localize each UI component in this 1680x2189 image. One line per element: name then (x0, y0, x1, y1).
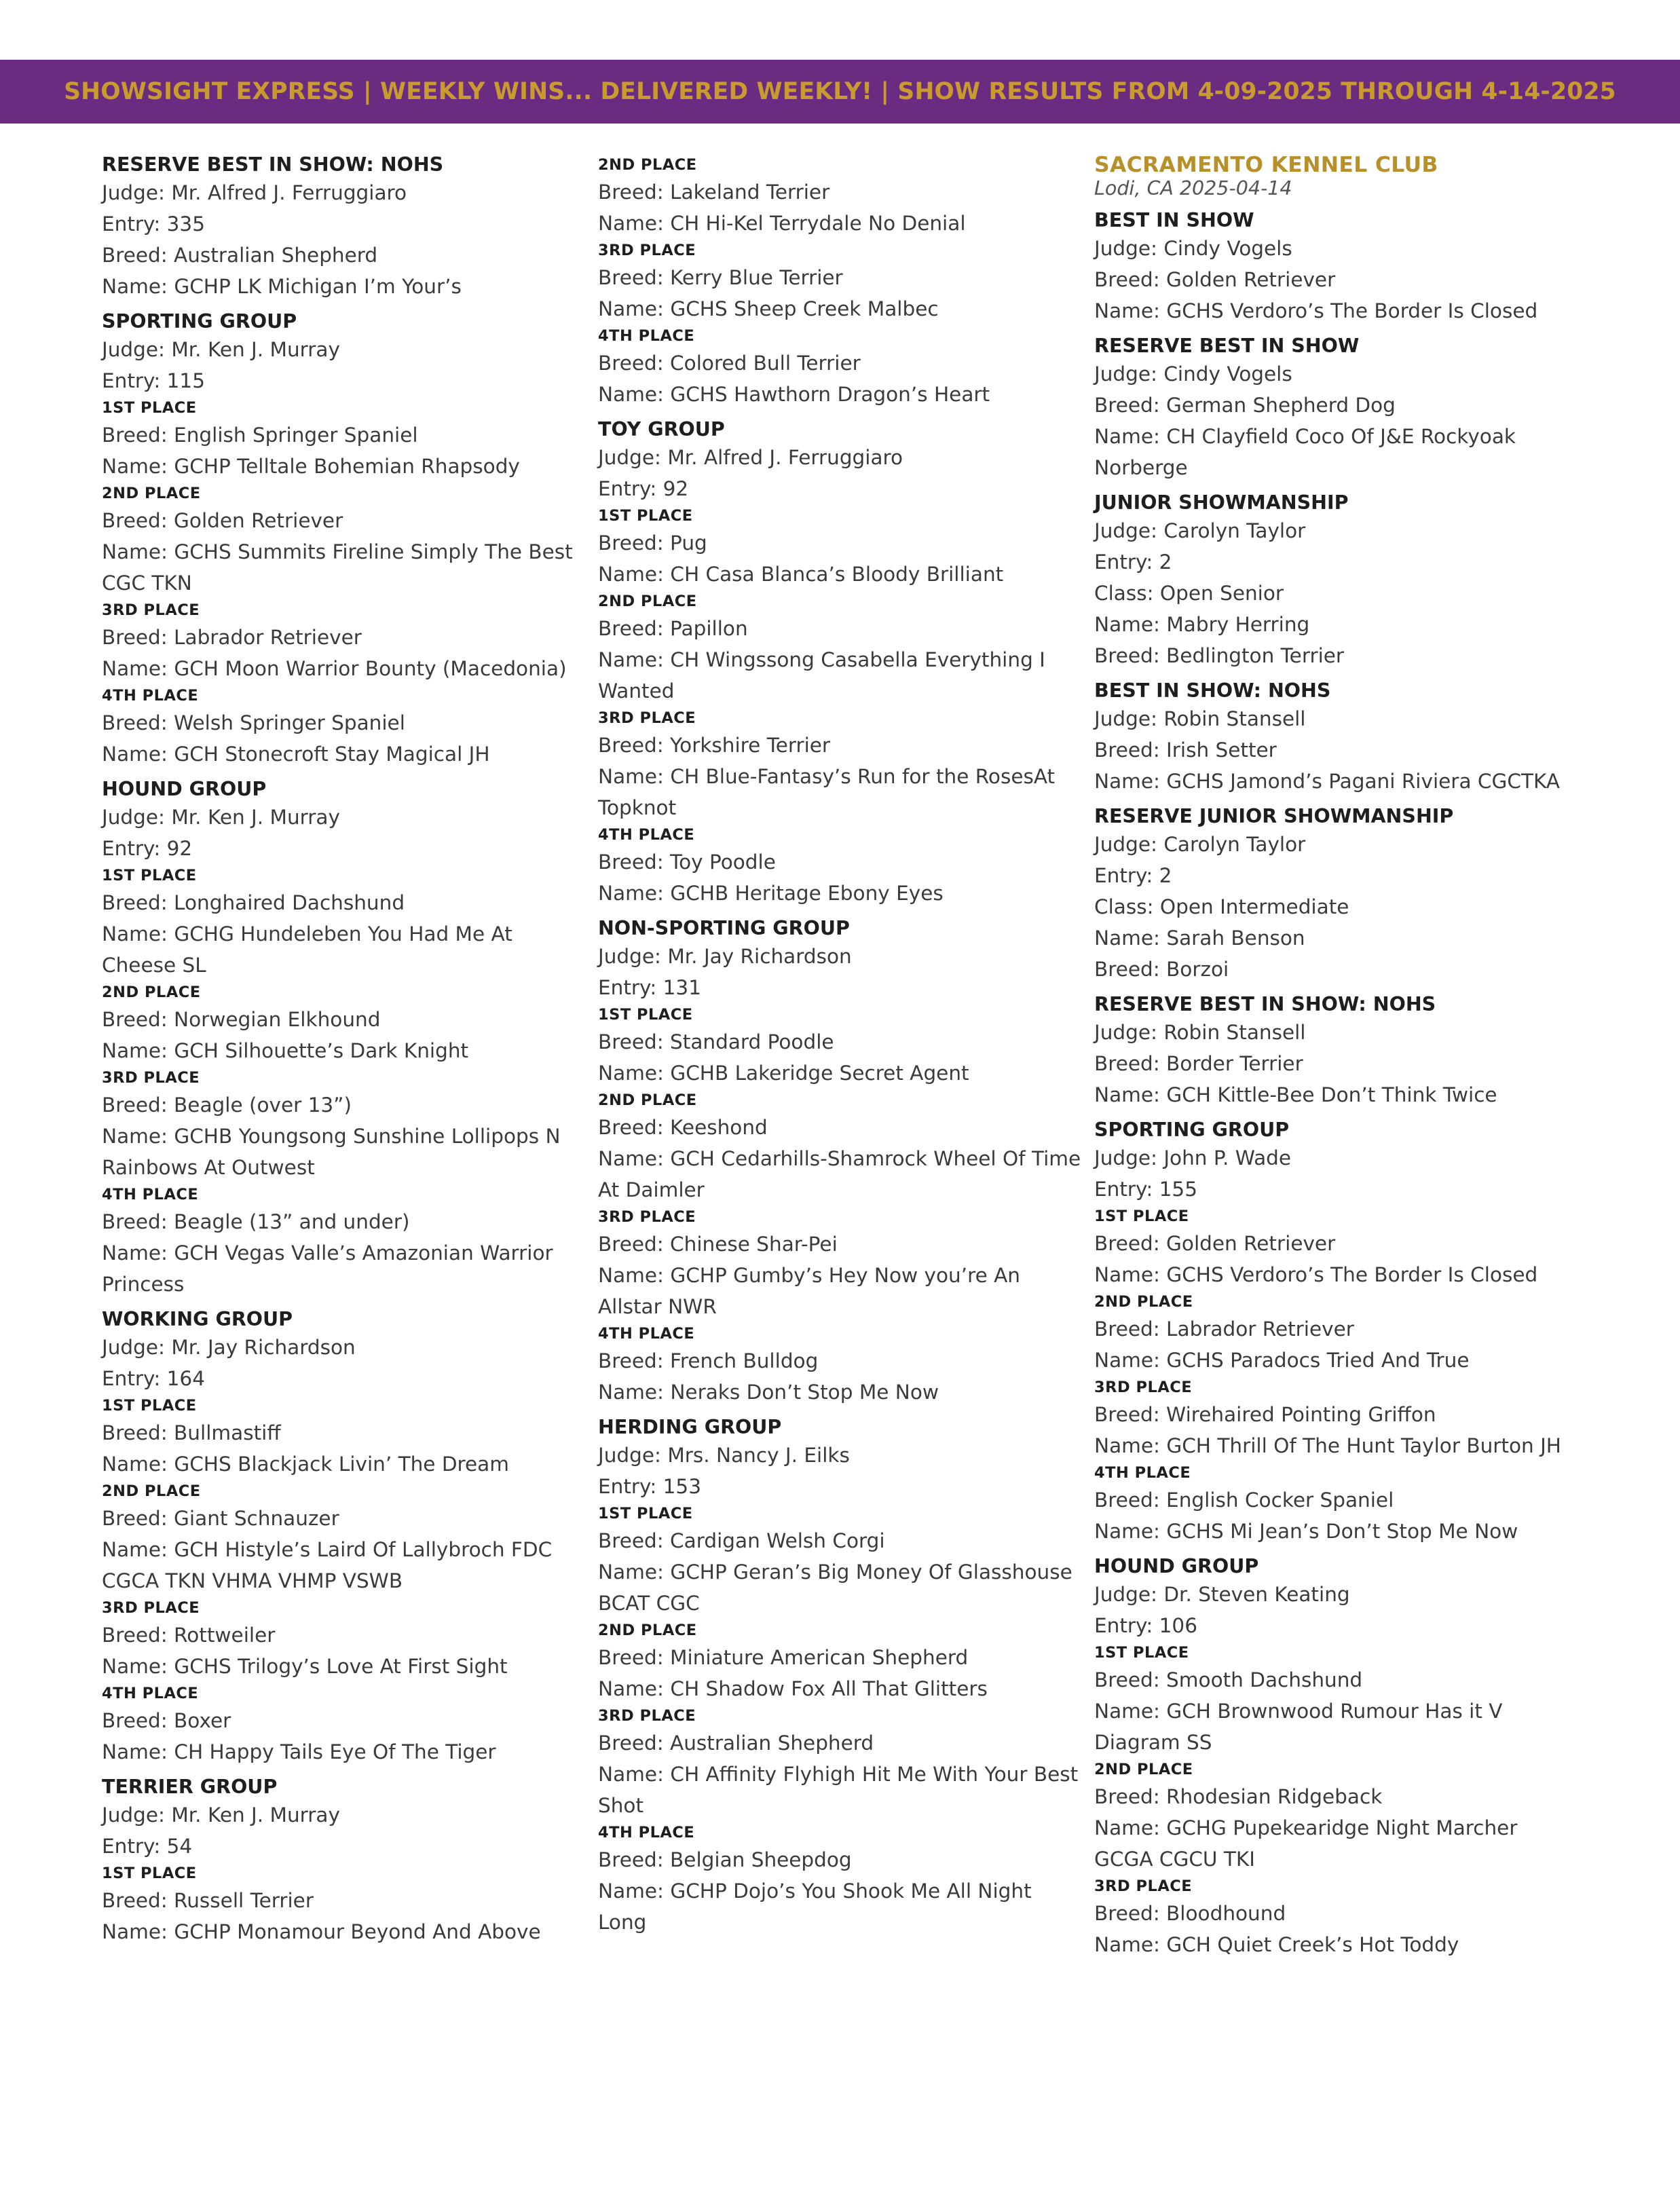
result-line: Name: CH Clayfield Coco Of J&E Rockyoak (1094, 425, 1516, 448)
result-line: Judge: Mr. Alfred J. Ferruggiaro (102, 181, 407, 204)
result-line: Name: GCHS Verdoro’s The Border Is Closed (1094, 299, 1538, 322)
placement-label: 4TH PLACE (598, 1824, 695, 1841)
result-line: Class: Open Intermediate (1094, 895, 1349, 918)
placement-label: 1ST PLACE (598, 1006, 693, 1024)
result-line: Name: GCHG Hundeleben You Had Me At (102, 922, 512, 946)
placement-label: 1ST PLACE (598, 507, 693, 525)
results-column-2 (598, 151, 1094, 1938)
section-heading: JUNIOR SHOWMANSHIP (1094, 491, 1349, 514)
result-line: Judge: Mr. Jay Richardson (102, 1336, 356, 1359)
section-heading: WORKING GROUP (102, 1308, 293, 1330)
result-line: Name: GCH Quiet Creek’s Hot Toddy (1094, 1933, 1459, 1956)
result-line: Breed: Lakeland Terrier (598, 181, 830, 204)
placement-label: 1ST PLACE (1094, 1208, 1189, 1225)
result-line: Name: Sarah Benson (1094, 927, 1305, 950)
result-line: Princess (102, 1273, 185, 1296)
result-line: Name: GCHG Pupekearidge Night Marcher (1094, 1816, 1518, 1839)
show-location-date: Lodi, CA 2025-04-14 (1094, 177, 1292, 200)
result-line: Judge: Robin Stansell (1094, 707, 1306, 730)
result-line: Name: GCHS Jamond’s Pagani Riviera CGCTKA (1094, 770, 1560, 793)
result-line: Entry: 106 (1094, 1614, 1197, 1637)
result-line: Breed: Rottweiler (102, 1624, 276, 1647)
result-line: Entry: 92 (102, 837, 193, 860)
result-line: Rainbows At Outwest (102, 1156, 315, 1179)
result-line: Name: GCHP LK Michigan I’m Your’s (102, 275, 462, 298)
section-heading: BEST IN SHOW (1094, 209, 1254, 231)
result-line: Breed: Borzoi (1094, 958, 1229, 981)
result-line: Breed: Golden Retriever (102, 509, 343, 532)
result-line: Name: GCH Vegas Valle’s Amazonian Warrior (102, 1241, 553, 1265)
section-heading: RESERVE BEST IN SHOW: NOHS (1094, 993, 1436, 1015)
result-line: Name: CH Blue-Fantasy’s Run for the RosesAt (598, 765, 1056, 788)
placement-label: 2ND PLACE (598, 1091, 697, 1109)
result-line: Breed: French Bulldog (598, 1349, 819, 1372)
section-heading: RESERVE BEST IN SHOW: NOHS (102, 153, 444, 176)
result-line: Name: GCHB Heritage Ebony Eyes (598, 882, 944, 905)
result-line: Judge: Mrs. Nancy J. Eilks (598, 1444, 850, 1467)
result-line: Name: CH Happy Tails Eye Of The Tiger (102, 1740, 496, 1763)
result-line: Name: GCH Silhouette’s Dark Knight (102, 1039, 469, 1062)
result-line: Breed: Yorkshire Terrier (598, 734, 831, 757)
result-line: Judge: Dr. Steven Keating (1094, 1583, 1350, 1606)
result-line: Breed: Toy Poodle (598, 850, 776, 874)
result-line: Judge: Mr. Alfred J. Ferruggiaro (598, 446, 903, 469)
placement-label: 1ST PLACE (102, 1397, 197, 1415)
result-line: Shot (598, 1794, 644, 1817)
result-line: BCAT CGC (598, 1592, 700, 1615)
result-line: Breed: Australian Shepherd (598, 1732, 874, 1755)
placement-label: 3RD PLACE (598, 242, 696, 259)
section-heading: BEST IN SHOW: NOHS (1094, 679, 1331, 702)
section-heading: RESERVE JUNIOR SHOWMANSHIP (1094, 805, 1454, 827)
result-line: Judge: Carolyn Taylor (1094, 519, 1306, 542)
result-line: Name: CH Wingssong Casabella Everything I (598, 648, 1045, 671)
result-line: Breed: Golden Retriever (1094, 268, 1336, 291)
result-line: Breed: Boxer (102, 1709, 231, 1732)
result-line: Breed: Kerry Blue Terrier (598, 266, 843, 289)
result-line: Name: GCHP Dojo’s You Shook Me All Night (598, 1879, 1032, 1903)
section-heading: SPORTING GROUP (102, 310, 297, 333)
result-line: Judge: Mr. Jay Richardson (598, 945, 852, 968)
placement-label: 2ND PLACE (102, 1482, 201, 1500)
result-line: Judge: Mr. Ken J. Murray (102, 338, 340, 361)
result-line: Breed: Welsh Springer Spaniel (102, 711, 405, 734)
placement-label: 2ND PLACE (1094, 1293, 1193, 1311)
section-heading: TERRIER GROUP (102, 1776, 278, 1798)
result-line: Name: GCH Moon Warrior Bounty (Macedonia) (102, 657, 567, 680)
result-line: Breed: Border Terrier (1094, 1052, 1303, 1075)
result-line: Breed: Rhodesian Ridgeback (1094, 1785, 1383, 1808)
result-line: Breed: English Cocker Spaniel (1094, 1489, 1394, 1512)
result-line: Breed: Smooth Dachshund (1094, 1668, 1363, 1691)
section-heading: HOUND GROUP (1094, 1555, 1259, 1577)
placement-label: 3RD PLACE (1094, 1877, 1193, 1895)
club-name: SACRAMENTO KENNEL CLUB (1094, 153, 1438, 177)
result-line: Name: CH Shadow Fox All That Glitters (598, 1677, 988, 1700)
result-line: Entry: 155 (1094, 1178, 1197, 1201)
result-line: Judge: Carolyn Taylor (1094, 833, 1306, 856)
result-line: Topknot (598, 796, 677, 819)
result-line: Breed: Irish Setter (1094, 738, 1277, 762)
placement-label: 1ST PLACE (102, 399, 197, 417)
result-line: Judge: John P. Wade (1094, 1146, 1292, 1170)
result-line: Name: CH Hi-Kel Terrydale No Denial (598, 212, 966, 235)
result-line: Name: GCHB Youngsong Sunshine Lollipops N (102, 1125, 561, 1148)
placement-label: 1ST PLACE (102, 1865, 197, 1882)
result-line: Name: GCHS Mi Jean’s Don’t Stop Me Now (1094, 1520, 1518, 1543)
result-line: Name: GCH Brownwood Rumour Has it V (1094, 1700, 1503, 1723)
placement-label: 3RD PLACE (102, 1599, 200, 1617)
section-heading: TOY GROUP (598, 418, 725, 441)
placement-label: 3RD PLACE (102, 601, 200, 619)
result-line: Name: Mabry Herring (1094, 613, 1310, 636)
placement-label: 4TH PLACE (1094, 1464, 1191, 1482)
result-line: Breed: Golden Retriever (1094, 1232, 1336, 1255)
result-line: Breed: Bedlington Terrier (1094, 644, 1345, 667)
result-line: Breed: Keeshond (598, 1116, 768, 1139)
result-line: Judge: Mr. Ken J. Murray (102, 806, 340, 829)
result-line: Entry: 115 (102, 369, 205, 392)
placement-label: 3RD PLACE (598, 1707, 696, 1725)
result-line: Entry: 164 (102, 1367, 205, 1390)
result-line: Breed: Norwegian Elkhound (102, 1008, 381, 1031)
result-line: Breed: Giant Schnauzer (102, 1507, 339, 1530)
result-line: Long (598, 1911, 647, 1934)
result-line: Breed: Australian Shepherd (102, 244, 378, 267)
result-line: Name: CH Casa Blanca’s Bloody Brilliant (598, 563, 1004, 586)
result-line: Breed: Bloodhound (1094, 1902, 1286, 1925)
result-line: Name: GCHP Geran’s Big Money Of Glasshouse (598, 1560, 1072, 1584)
result-line: Name: GCHS Paradocs Tried And True (1094, 1349, 1470, 1372)
section-heading: HERDING GROUP (598, 1416, 782, 1438)
result-line: Entry: 2 (1094, 864, 1172, 887)
result-line: Breed: Miniature American Shepherd (598, 1646, 969, 1669)
placement-label: 2ND PLACE (1094, 1761, 1193, 1778)
placement-label: 2ND PLACE (102, 485, 201, 502)
result-line: Breed: Labrador Retriever (1094, 1317, 1354, 1341)
result-line: Judge: Mr. Ken J. Murray (102, 1803, 340, 1827)
placement-label: 3RD PLACE (1094, 1379, 1193, 1396)
result-line: Name: CH Affinity Flyhigh Hit Me With Your Best (598, 1763, 1079, 1786)
result-line: Cheese SL (102, 954, 206, 977)
result-line: Breed: Labrador Retriever (102, 626, 362, 649)
result-line: Entry: 153 (598, 1475, 701, 1498)
placement-label: 2ND PLACE (598, 156, 697, 174)
result-line: Name: GCH Thrill Of The Hunt Taylor Burton JH (1094, 1434, 1561, 1457)
result-line: Name: GCHS Verdoro’s The Border Is Closed (1094, 1263, 1538, 1286)
result-line: GCGA CGCU TKI (1094, 1848, 1255, 1871)
result-line: Name: Neraks Don’t Stop Me Now (598, 1381, 939, 1404)
section-heading: SPORTING GROUP (1094, 1119, 1290, 1141)
result-line: CGCA TKN VHMA VHMP VSWB (102, 1569, 403, 1592)
result-line: Entry: 335 (102, 212, 205, 236)
result-line: Name: GCHS Blackjack Livin’ The Dream (102, 1453, 509, 1476)
result-line: Name: GCHS Trilogy’s Love At First Sight (102, 1655, 508, 1678)
result-line: Entry: 131 (598, 976, 701, 999)
result-line: Breed: Russell Terrier (102, 1889, 314, 1912)
results-column-3 (1094, 151, 1590, 1960)
section-heading: HOUND GROUP (102, 778, 267, 800)
placement-label: 4TH PLACE (598, 826, 695, 844)
placement-label: 1ST PLACE (1094, 1644, 1189, 1662)
result-line: Name: GCH Histyle’s Laird Of Lallybroch FDC (102, 1538, 553, 1561)
result-line: Name: GCH Kittle-Bee Don’t Think Twice (1094, 1083, 1497, 1106)
placement-label: 1ST PLACE (102, 867, 197, 884)
result-line: Breed: Standard Poodle (598, 1030, 834, 1053)
result-line: Name: GCHP Monamour Beyond And Above (102, 1920, 541, 1943)
result-line: Judge: Cindy Vogels (1094, 362, 1292, 386)
header-banner (0, 60, 1680, 124)
results-column-1 (102, 151, 577, 1947)
result-line: Norberge (1094, 456, 1188, 479)
result-line: Breed: Wirehaired Pointing Griffon (1094, 1403, 1436, 1426)
result-line: Name: GCH Stonecroft Stay Magical JH (102, 743, 490, 766)
result-line: Judge: Cindy Vogels (1094, 237, 1292, 260)
result-line: Breed: Beagle (13” and under) (102, 1210, 410, 1233)
placement-label: 4TH PLACE (102, 687, 199, 705)
result-line: Breed: Belgian Sheepdog (598, 1848, 852, 1871)
result-line: Judge: Robin Stansell (1094, 1021, 1306, 1044)
result-line: Breed: English Springer Spaniel (102, 424, 418, 447)
placement-label: 3RD PLACE (598, 709, 696, 727)
result-line: Breed: Papillon (598, 617, 748, 640)
result-line: Entry: 2 (1094, 550, 1172, 574)
result-line: CGC TKN (102, 572, 192, 595)
result-line: Diagram SS (1094, 1731, 1212, 1754)
result-line: Name: GCHB Lakeridge Secret Agent (598, 1062, 969, 1085)
result-line: Breed: Bullmastiff (102, 1421, 281, 1444)
result-line: Breed: Pug (598, 531, 707, 555)
placement-label: 1ST PLACE (598, 1505, 693, 1522)
section-heading: RESERVE BEST IN SHOW (1094, 335, 1360, 357)
result-line: Entry: 92 (598, 477, 689, 500)
placement-label: 4TH PLACE (598, 1325, 695, 1343)
result-line: Breed: Longhaired Dachshund (102, 891, 405, 914)
result-line: Name: GCHS Summits Fireline Simply The Best (102, 540, 573, 563)
result-line: Name: GCHS Sheep Creek Malbec (598, 297, 939, 320)
result-line: Name: GCH Cedarhills-Shamrock Wheel Of Time (598, 1147, 1081, 1170)
result-line: Name: GCHS Hawthorn Dragon’s Heart (598, 383, 990, 406)
result-line: At Daimler (598, 1178, 705, 1201)
placement-label: 4TH PLACE (102, 1685, 199, 1702)
result-line: Entry: 54 (102, 1835, 193, 1858)
result-line: Class: Open Senior (1094, 582, 1284, 605)
result-line: Breed: Chinese Shar-Pei (598, 1233, 838, 1256)
result-line: Name: GCHP Telltale Bohemian Rhapsody (102, 455, 520, 478)
result-line: Breed: Colored Bull Terrier (598, 352, 861, 375)
placement-label: 4TH PLACE (598, 327, 695, 345)
placement-label: 2ND PLACE (598, 1622, 697, 1639)
result-line: Breed: Cardigan Welsh Corgi (598, 1529, 885, 1552)
result-line: Name: GCHP Gumby’s Hey Now you’re An (598, 1264, 1021, 1287)
result-line: Wanted (598, 679, 675, 703)
placement-label: 3RD PLACE (102, 1069, 200, 1087)
result-line: Breed: German Shepherd Dog (1094, 394, 1396, 417)
placement-label: 3RD PLACE (598, 1208, 696, 1226)
placement-label: 2ND PLACE (102, 984, 201, 1001)
result-line: Allstar NWR (598, 1295, 717, 1318)
placement-label: 4TH PLACE (102, 1186, 199, 1203)
placement-label: 2ND PLACE (598, 593, 697, 610)
section-heading: NON-SPORTING GROUP (598, 917, 850, 939)
banner-title: SHOWSIGHT EXPRESS | WEEKLY WINS... DELIVERED WEEKLY! | SHOW RESULTS FROM 4-09-2025 THROUGH 4-14-2025 (64, 78, 1616, 105)
result-line: Breed: Beagle (over 13”) (102, 1093, 352, 1117)
